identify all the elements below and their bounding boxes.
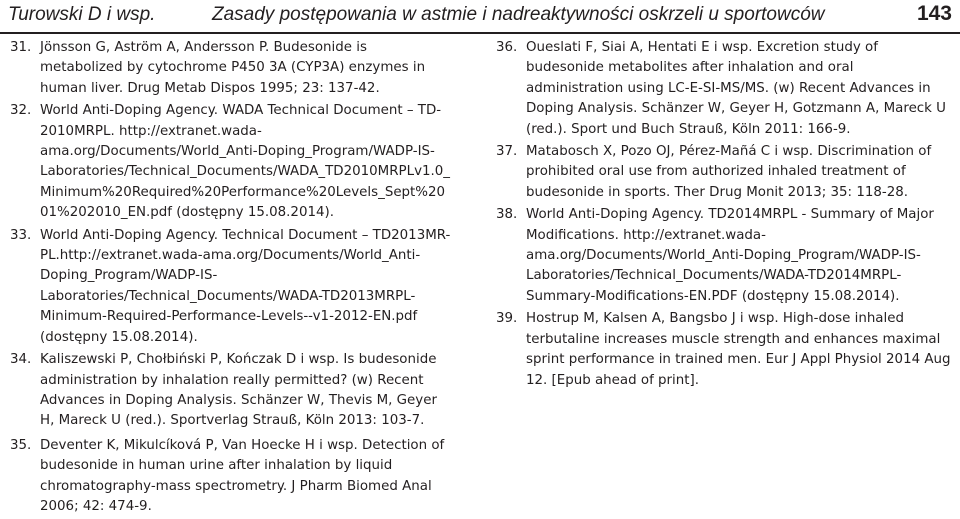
- header-rule: [0, 32, 960, 34]
- references-right-column: [496, 38, 952, 393]
- reference-number: 37.: [496, 144, 518, 160]
- reference-number: 33.: [10, 227, 32, 243]
- header-title: Zasady postępowania w astmie i nadreaktywności oskrzeli u sportowców: [212, 4, 825, 25]
- header-authors: Turowski D i wsp.: [8, 4, 156, 25]
- reference-text: Jönsson G, Aström A, Andersson P. Budesonide is metabolized by cytochrome P450 3A (CYP3A) enzymes in human liver. Drug Metab Dispos 1995; 23: 137-42.: [40, 40, 426, 96]
- reference-number: 39.: [496, 311, 518, 327]
- page-number: 143: [916, 2, 952, 25]
- reference-number: 34.: [10, 352, 32, 368]
- reference-text: World Anti-Doping Agency. WADA Technical Document – TD-2010MRPL. http://extranet.wada-ama.org/Documents/World_Anti-Doping_Program/WADP-IS-Laboratories/Technical_Documents/WADA_TD2010MRPLv1.0_Minimum%20Required%20Performance%20Levels_Sept%2001%202010_EN.pdf (dostępny 15.08.2014).: [40, 103, 450, 221]
- references-left-column: [10, 38, 452, 519]
- reference-text: Hostrup M, Kalsen A, Bangsbo J i wsp. High-dose inhaled terbutaline increases muscle strength and enhances maximal sprint performance in trained men. Eur J Appl Physiol 2014 Aug 12. [Epub ahead of print].: [526, 311, 951, 388]
- reference-36: [496, 38, 952, 140]
- reference-34: [10, 350, 452, 432]
- reference-text: Kaliszewski P, Chołbiński P, Kończak D i wsp. Is budesonide administration by inhalation really permitted? (w) Recent Advances in Doping Analysis. Schänzer W, Thevis M, Geyer H, Mareck U (red.). Sportverlag Strauß, Köln 2013: 103-7.: [40, 352, 437, 429]
- reference-text: Oueslati F, Siai A, Hentati E i wsp. Excretion study of budesonide metabolites after inhalation and oral administration using LC-E-SI-MS/MS. (w) Recent Advances in Doping Analysis. Schänzer W, Geyer H, Gotzmann A, Mareck U (red.). Sport und Buch Strauß, Köln 2011: 166-9.: [526, 40, 946, 137]
- reference-number: 31.: [10, 40, 32, 55]
- reference-text: Matabosch X, Pozo OJ, Pérez-Mañá C i wsp. Discrimination of prohibited oral use from authorized inhaled treatment of budesonide in sports. Ther Drug Monit 2013; 35: 118-28.: [526, 144, 932, 200]
- reference-37: [496, 142, 952, 203]
- reference-number: 32.: [10, 103, 32, 119]
- reference-31: [10, 38, 452, 99]
- reference-39: [496, 309, 952, 391]
- reference-38: [496, 205, 952, 307]
- reference-number: 35.: [10, 437, 32, 453]
- reference-number: 38.: [496, 207, 518, 223]
- reference-35: [10, 436, 452, 518]
- reference-number: 36.: [496, 40, 518, 55]
- reference-text: Deventer K, Mikulcíková P, Van Hoecke H i wsp. Detection of budesonide in human urine after inhalation by liquid chromatography-mass spectrometry. J Pharm Biomed Anal 2006; 42: 474-9.: [40, 437, 445, 514]
- reference-33: [10, 226, 452, 348]
- running-header: [8, 4, 952, 30]
- reference-text: World Anti-Doping Agency. TD2014MRPL - Summary of Major Modifications. http://extranet.wada-ama.org/Documents/World_Anti-Doping_Program/WADP-IS-Laboratories/Technical_Documents/WADA-TD2014MRPL-Summary-Modifications-EN.PDF (dostępny 15.08.2014).: [526, 207, 934, 304]
- reference-text: World Anti-Doping Agency. Technical Document – TD2013MR-PL.http://extranet.wada-ama.org/Documents/World_Anti-Doping_Program/WADP-IS-Laboratories/Technical_Documents/WADA-TD2013MRPL-Minimum-Required-Performance-Levels--v1-2012-EN.pdf (dostępny 15.08.2014).: [40, 227, 451, 345]
- reference-32: [10, 101, 452, 223]
